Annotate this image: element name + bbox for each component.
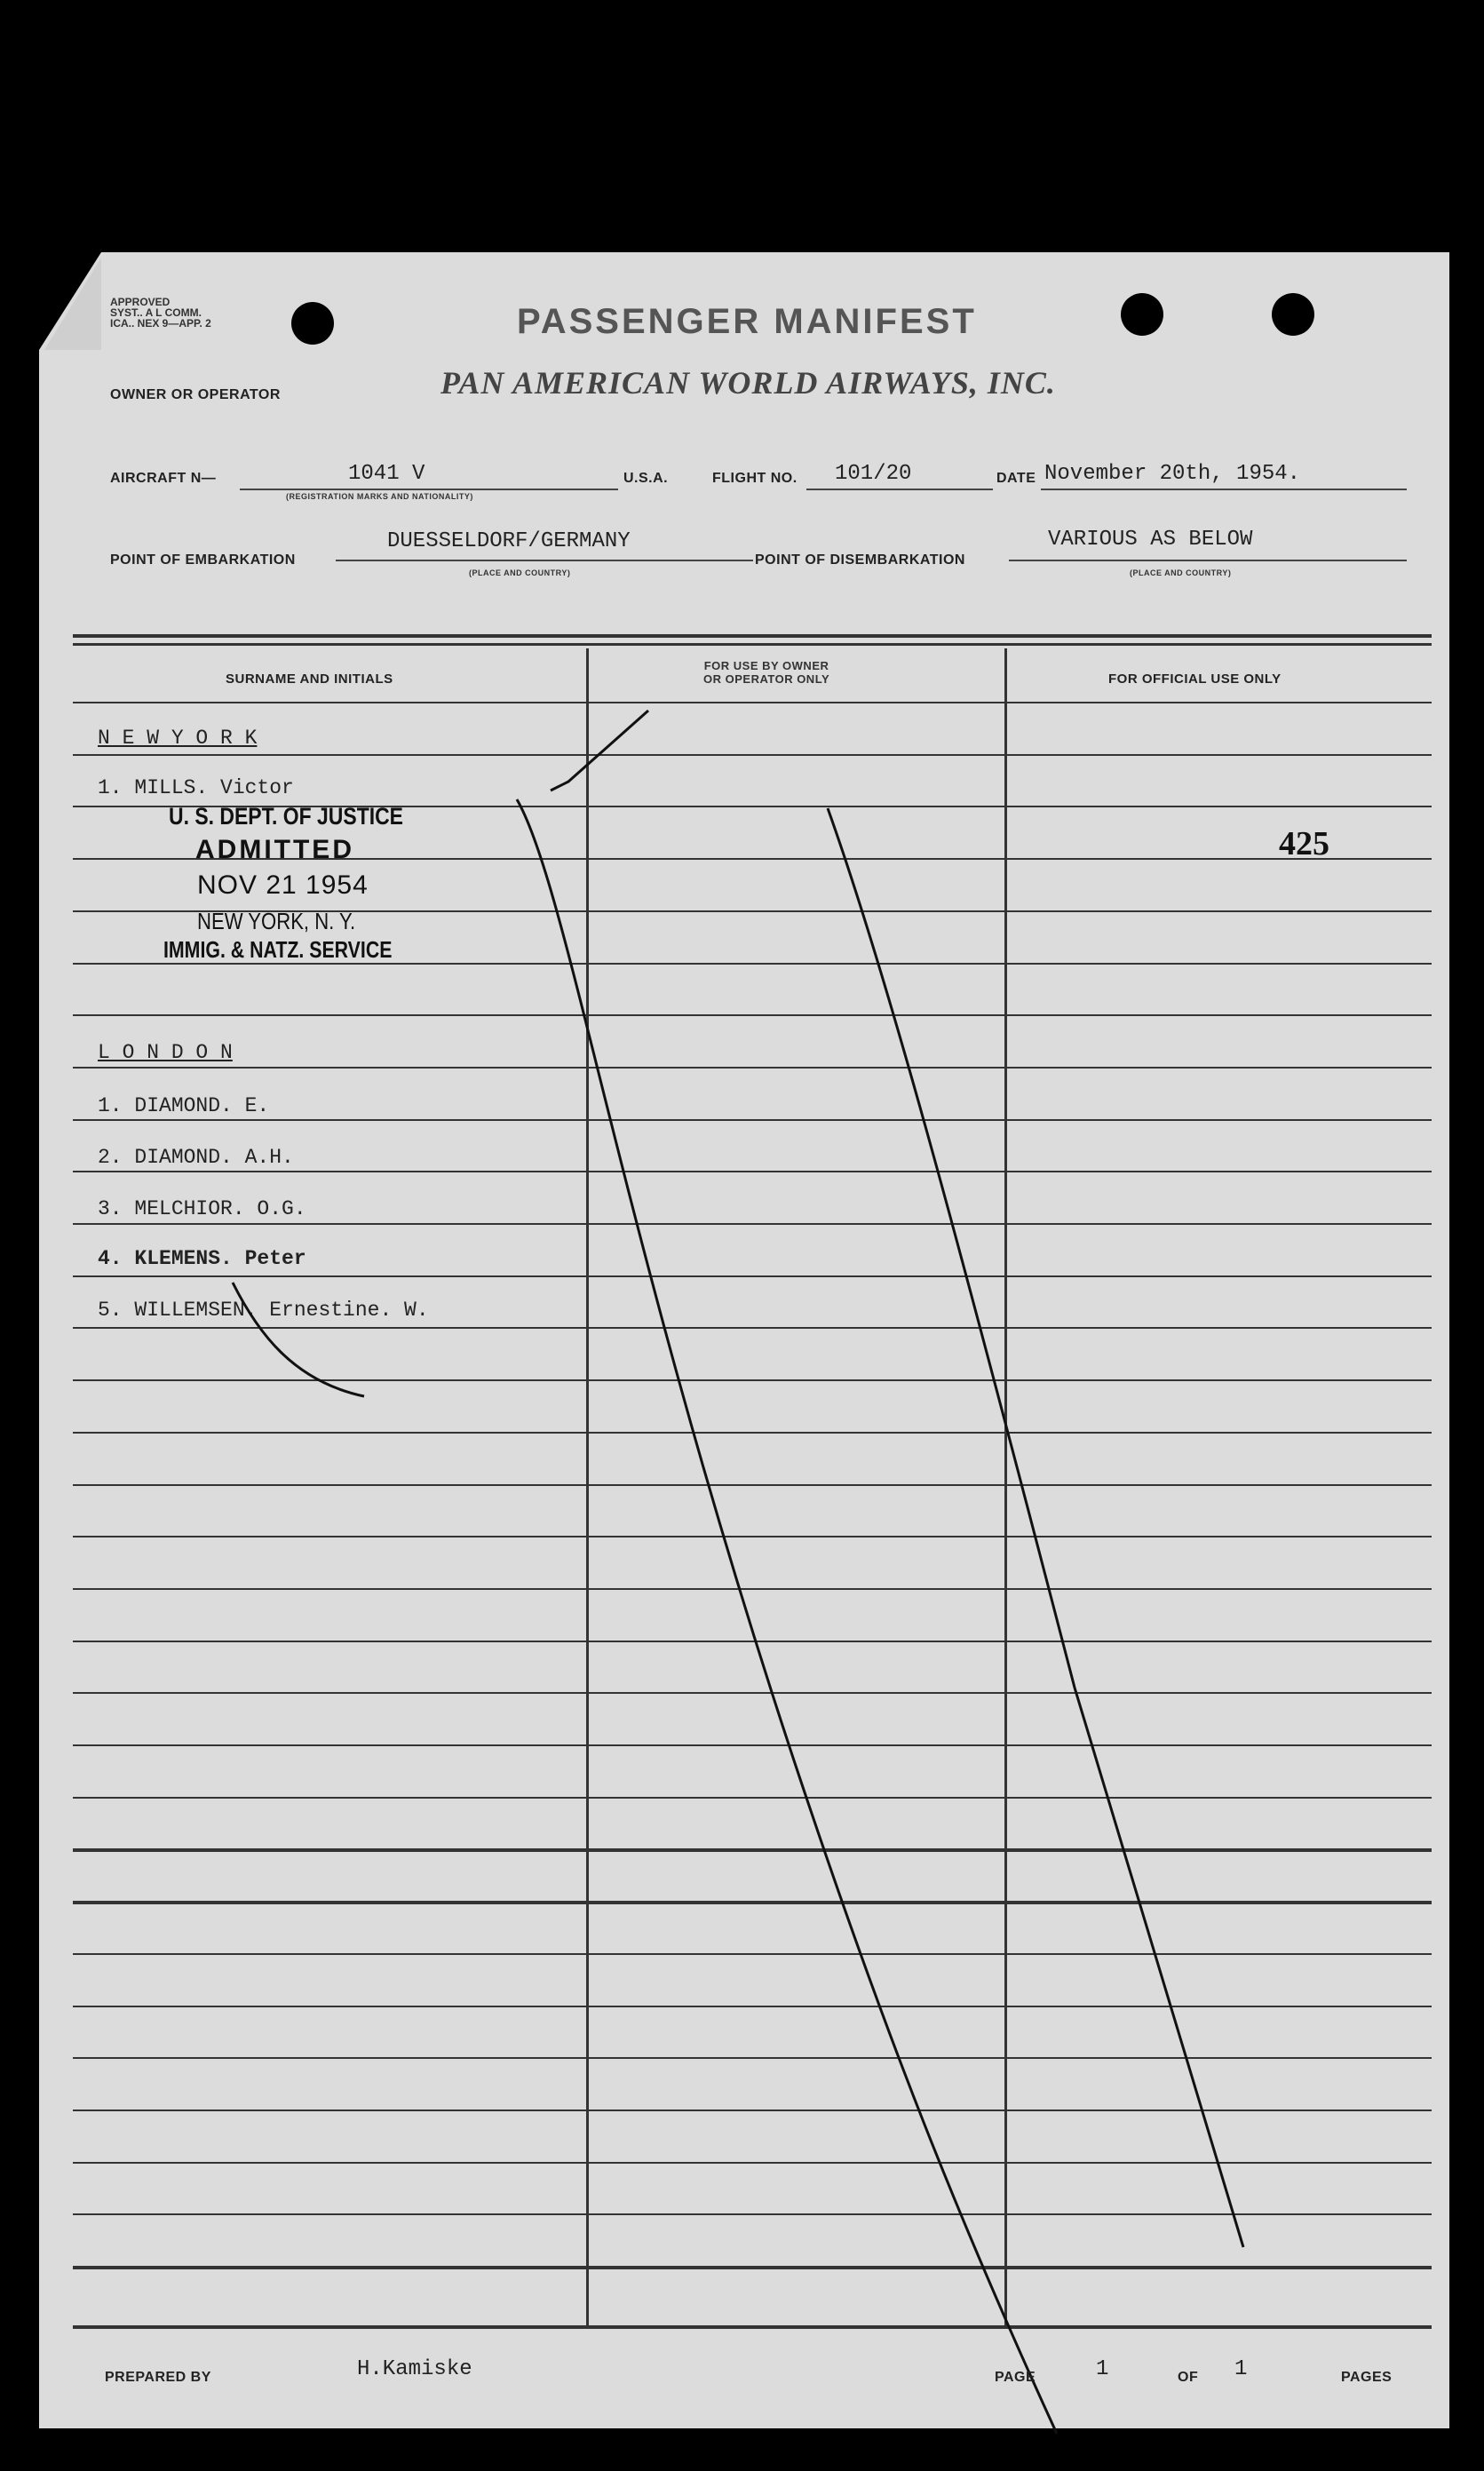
stamp-line-3: NOV 21 1954 bbox=[197, 870, 369, 900]
aircraft-value: 1041 V bbox=[348, 462, 425, 486]
stamp-line-1: U. S. DEPT. OF JUSTICE bbox=[169, 803, 403, 830]
usa-label: U.S.A. bbox=[623, 471, 669, 486]
disembark-sublabel: (PLACE AND COUNTRY) bbox=[1130, 568, 1232, 577]
approval-line-2: SYST.. A L COMM. bbox=[110, 306, 202, 319]
date-label: DATE bbox=[996, 471, 1036, 486]
stamp-line-2: ADMITTED bbox=[195, 835, 354, 864]
curl-mark bbox=[233, 1283, 364, 1396]
approval-line-1: APPROVED bbox=[110, 296, 171, 308]
pages-label: PAGES bbox=[1341, 2370, 1393, 2385]
flight-value: 101/20 bbox=[835, 462, 912, 486]
stamp-line-5: IMMIG. & NATZ. SERVICE bbox=[163, 936, 393, 963]
of-value: 1 bbox=[1234, 2357, 1248, 2381]
disembark-label: POINT OF DISEMBARKATION bbox=[755, 552, 965, 568]
official-number: 425 bbox=[1279, 825, 1329, 862]
flight-label: FLIGHT NO. bbox=[712, 471, 798, 486]
checkmark bbox=[551, 711, 648, 791]
passenger-entry: 3. MELCHIOR. O.G. bbox=[98, 1197, 306, 1220]
embark-label: POINT OF EMBARKATION bbox=[110, 552, 296, 568]
embark-value: DUESSELDORF/GERMANY bbox=[387, 529, 631, 553]
strike-line-left bbox=[517, 799, 1057, 2434]
owner-label: OWNER OR OPERATOR bbox=[110, 387, 281, 402]
prepared-value: H.Kamiske bbox=[357, 2357, 472, 2381]
of-label: OF bbox=[1178, 2370, 1199, 2385]
passenger-entry: 1. MILLS. Victor bbox=[98, 776, 294, 799]
embark-sublabel: (PLACE AND COUNTRY) bbox=[469, 568, 571, 577]
col-owner-header-line-1: FOR USE BY OWNER bbox=[703, 659, 829, 672]
aircraft-sublabel: (REGISTRATION MARKS AND NATIONALITY) bbox=[286, 492, 473, 501]
disembark-value: VARIOUS AS BELOW bbox=[1048, 528, 1253, 552]
col-owner-header-line-2: OR OPERATOR ONLY bbox=[703, 672, 830, 686]
prepared-label: PREPARED BY bbox=[105, 2370, 211, 2385]
destination-london: L O N D O N bbox=[98, 1041, 233, 1064]
page-label: PAGE bbox=[995, 2370, 1036, 2385]
owner-value: PAN AMERICAN WORLD AIRWAYS, INC. bbox=[440, 365, 1056, 401]
stamp-line-4: NEW YORK, N. Y. bbox=[197, 908, 356, 934]
aircraft-label: AIRCRAFT N— bbox=[110, 471, 217, 486]
passenger-entry: 4. KLEMENS. Peter bbox=[98, 1247, 306, 1270]
approval-line-3: ICA.. NEX 9—APP. 2 bbox=[110, 317, 211, 330]
col-official-header: FOR OFFICIAL USE ONLY bbox=[1108, 671, 1282, 687]
col-surname-header: SURNAME AND INITIALS bbox=[226, 671, 393, 687]
date-value: November 20th, 1954. bbox=[1044, 462, 1301, 486]
destination-new-york: N E W Y O R K bbox=[98, 727, 258, 750]
page-value: 1 bbox=[1096, 2357, 1109, 2381]
page-title: PASSENGER MANIFEST bbox=[517, 302, 977, 341]
passenger-entry: 2. DIAMOND. A.H. bbox=[98, 1146, 294, 1169]
passenger-entry: 1. DIAMOND. E. bbox=[98, 1094, 270, 1117]
passenger-entry: 5. WILLEMSEN. Ernestine. W. bbox=[98, 1299, 429, 1322]
